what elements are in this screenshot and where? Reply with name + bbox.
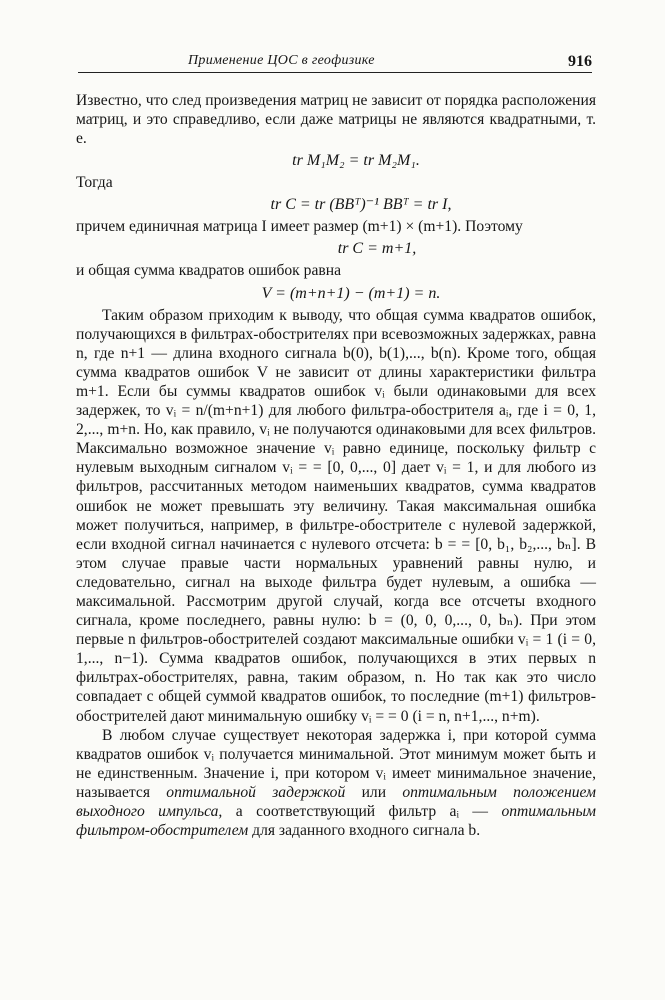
- term-optimal-delay: оптимальной задержкой: [166, 783, 346, 801]
- paragraph-trace-property: Известно, что след произведения матриц не зависит от порядка расположения матриц, и это справедливо, если даже матрицы не являются квадратными, т. е.: [76, 92, 596, 148]
- paragraph-then: Тогда: [76, 174, 113, 192]
- formula-total-error: V = (m+n+1) − (m+1) = n.: [261, 284, 441, 302]
- optimal-text-end: для заданного входного сигнала b.: [252, 822, 481, 840]
- page-header: [78, 54, 592, 73]
- paragraph-conclusion: Таким образом приходим к выводу, что общая сумма квадратов ошибок, получающихся в фильтрах-обострителях при всевозможных задержках, равна n, где n+1 — длина входного сигнала b(0), b(1),..., b(n). Кроме того, общая сумма квадратов ошибок V не зависит от длины характеристики фильтра m+1. Если бы суммы квадратов ошибок vᵢ были одинаковыми для всех задержек, то vᵢ = n/(m+n+1) для любого фильтра-обострителя aᵢ, где i = 0, 1, 2,..., m+n. Но, как правило, vᵢ не получаются одинаковыми для всех фильтров. Максимально возможное значение vᵢ равно единице, поскольку фильтр с нулевым выходным сигналом vᵢ = = [0, 0,..., 0] дает vᵢ = 1, и для любого из фильтров, рассчитанных методом наименьших квадратов, сумма квадратов ошибок не может превышать эту величину. Такая максимальная ошибка может получиться, например, в фильтре-обострителе с нулевой задержкой, если входной сигнал начинается с нулевого отсчета: b = = [0, b₁, b₂,..., bₙ]. В этом случае правые части нормальных уравнений равны нулю, и следовательно, сигнал на выходе фильтра будет нулевым, а ошибка — максимальной. Рассмотрим другой случай, когда все отсчеты входного сигнала, кроме последнего, равны нулю: b = (0, 0, 0,..., 0, bₙ). При этом первые n фильтров-обострителей создают максимальные ошибки vᵢ = 1 (i = 0, 1,..., n−1). Сумма квадратов ошибок, получающихся в этих первых n фильтрах-обострителях, равна, таким образом, n. Но так как это число совпадает с общей суммой квадратов ошибок, то последние (m+1) фильтров-обострителей дают минимальную ошибку vᵢ = = 0 (i = n, n+1,..., n+m).: [76, 306, 596, 725]
- optimal-text-mid: а соответствующий фильтр aᵢ —: [235, 803, 489, 820]
- paragraph-optimal-delay: [76, 726, 596, 841]
- optimal-text-or: или: [361, 783, 387, 801]
- formula-trace-c-value: tr C = m+1,: [337, 240, 417, 258]
- formula-trace-c: tr C = tr (BBᵀ)⁻¹ BBᵀ = tr I,: [270, 196, 452, 214]
- formula-trace-commutation: tr M₁M₂ = tr M₂M₁.: [292, 152, 420, 170]
- page-body: [76, 91, 596, 840]
- optimal-text-start: В любом случае существует некоторая задержка i, при которой сумма квадратов ошибок vᵢ получается минимальной. Этот минимум может быть и не единственным. Значение i, при котором vᵢ имеет минимальное значение, называется: [76, 726, 596, 801]
- page-number: 916: [568, 53, 592, 70]
- term-optimal-output-position: оптимальным положением выходного импульса,: [76, 783, 596, 820]
- paragraph-identity-size: причем единичная матрица I имеет размер (m+1) × (m+1). Поэтому: [76, 218, 523, 236]
- running-title: Применение ЦОС в геофизике: [188, 53, 375, 68]
- paragraph-total-error: и общая сумма квадратов ошибок равна: [76, 262, 342, 280]
- term-optimal-sharpening-filter: оптимальным фильтром-обострителем: [76, 803, 596, 840]
